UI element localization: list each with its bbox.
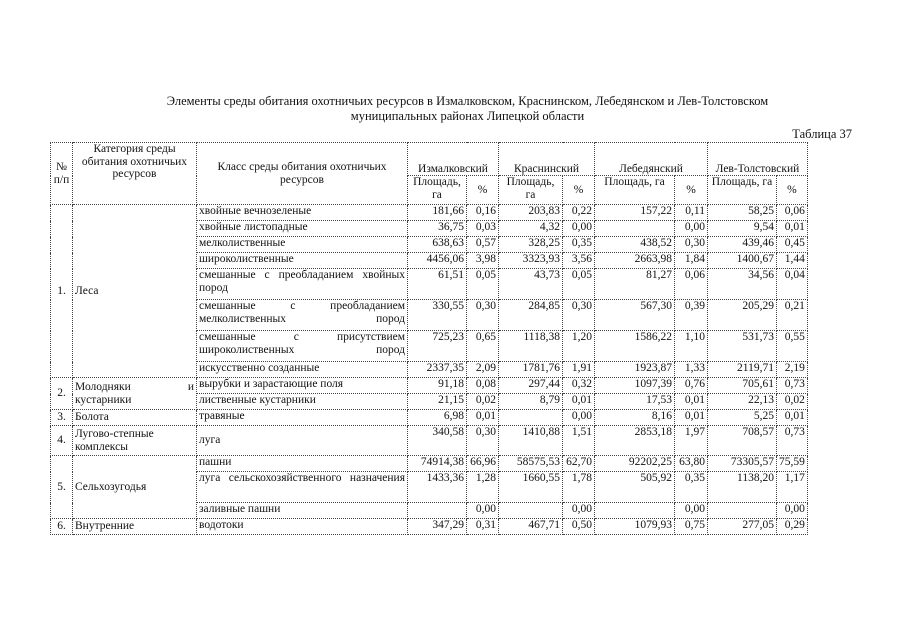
area-cell: 5,25 bbox=[708, 410, 777, 426]
area-cell: 43,73 bbox=[499, 269, 563, 300]
area-cell: 2337,35 bbox=[408, 362, 467, 378]
document-title bbox=[95, 94, 840, 124]
percent-cell: 2,19 bbox=[777, 362, 808, 378]
category-cell: Леса bbox=[73, 205, 197, 378]
table-body bbox=[51, 143, 808, 535]
header-category: Категория среды обитания охотничьих ресурсов bbox=[73, 143, 197, 205]
area-cell: 17,53 bbox=[595, 394, 675, 410]
percent-cell: 0,05 bbox=[467, 269, 499, 300]
percent-cell: 1,84 bbox=[675, 253, 708, 269]
class-cell: смешанные с преобладанием мелколиственных пород bbox=[197, 300, 408, 331]
class-cell: мелколиственные bbox=[197, 237, 408, 253]
class-cell: луга bbox=[197, 426, 408, 456]
area-cell: 92202,25 bbox=[595, 456, 675, 472]
percent-cell: 0,01 bbox=[467, 410, 499, 426]
header-district-1: Измалковский bbox=[408, 143, 499, 176]
row-number: 1. bbox=[51, 205, 73, 378]
area-cell bbox=[499, 503, 563, 519]
area-cell: 1097,39 bbox=[595, 378, 675, 394]
header-pct-4: % bbox=[777, 176, 808, 205]
area-cell: 2853,18 bbox=[595, 426, 675, 456]
area-cell: 1079,93 bbox=[595, 519, 675, 535]
percent-cell: 0,00 bbox=[777, 503, 808, 519]
area-cell: 1433,36 bbox=[408, 472, 467, 503]
class-cell: искусственно созданные bbox=[197, 362, 408, 378]
percent-cell: 0,21 bbox=[777, 300, 808, 331]
area-cell: 2663,98 bbox=[595, 253, 675, 269]
area-cell: 1923,87 bbox=[595, 362, 675, 378]
percent-cell: 0,16 bbox=[467, 205, 499, 221]
area-cell: 1118,38 bbox=[499, 331, 563, 362]
percent-cell: 0,03 bbox=[467, 221, 499, 237]
percent-cell: 0,00 bbox=[675, 221, 708, 237]
area-cell: 3323,93 bbox=[499, 253, 563, 269]
percent-cell: 75,59 bbox=[777, 456, 808, 472]
class-cell: смешанные с присутствием широколиственных пород bbox=[197, 331, 408, 362]
area-cell: 467,71 bbox=[499, 519, 563, 535]
header-class: Класс среды обитания охотничьих ресурсов bbox=[197, 143, 408, 205]
area-cell: 531,73 bbox=[708, 331, 777, 362]
header-district-2: Краснинский bbox=[499, 143, 595, 176]
percent-cell: 0,29 bbox=[777, 519, 808, 535]
area-cell: 1410,88 bbox=[499, 426, 563, 456]
area-cell: 1400,67 bbox=[708, 253, 777, 269]
table-row bbox=[51, 519, 808, 535]
percent-cell: 0,76 bbox=[675, 378, 708, 394]
area-cell: 181,66 bbox=[408, 205, 467, 221]
percent-cell: 0,01 bbox=[675, 410, 708, 426]
percent-cell: 62,70 bbox=[563, 456, 595, 472]
category-cell: Молодняки и кустарники bbox=[73, 378, 197, 410]
header-district-4: Лев-Толстовский bbox=[708, 143, 808, 176]
area-cell: 705,61 bbox=[708, 378, 777, 394]
percent-cell: 66,96 bbox=[467, 456, 499, 472]
area-cell: 4,32 bbox=[499, 221, 563, 237]
area-cell: 61,51 bbox=[408, 269, 467, 300]
percent-cell: 0,00 bbox=[563, 221, 595, 237]
percent-cell: 1,51 bbox=[563, 426, 595, 456]
percent-cell: 1,44 bbox=[777, 253, 808, 269]
area-cell: 73305,57 bbox=[708, 456, 777, 472]
area-cell: 203,83 bbox=[499, 205, 563, 221]
header-district-3: Лебедянский bbox=[595, 143, 708, 176]
percent-cell: 0,35 bbox=[675, 472, 708, 503]
class-cell: смешанные с преобладанием хвойных пород bbox=[197, 269, 408, 300]
area-cell: 8,79 bbox=[499, 394, 563, 410]
percent-cell: 1,91 bbox=[563, 362, 595, 378]
class-cell: травяные bbox=[197, 410, 408, 426]
area-cell: 9,54 bbox=[708, 221, 777, 237]
area-cell: 74914,38 bbox=[408, 456, 467, 472]
table-row bbox=[51, 426, 808, 456]
title-line-1: Элементы среды обитания охотничьих ресурсов в Измалковском, Краснинском, Лебедянском и Лев-Толстовском bbox=[166, 94, 769, 108]
percent-cell: 0,01 bbox=[777, 221, 808, 237]
class-cell: заливные пашни bbox=[197, 503, 408, 519]
percent-cell: 0,57 bbox=[467, 237, 499, 253]
area-cell: 34,56 bbox=[708, 269, 777, 300]
area-cell: 328,25 bbox=[499, 237, 563, 253]
area-cell: 81,27 bbox=[595, 269, 675, 300]
table-row bbox=[51, 378, 808, 394]
area-cell: 1781,76 bbox=[499, 362, 563, 378]
percent-cell: 1,10 bbox=[675, 331, 708, 362]
percent-cell: 0,05 bbox=[563, 269, 595, 300]
percent-cell: 0,02 bbox=[467, 394, 499, 410]
percent-cell: 1,28 bbox=[467, 472, 499, 503]
class-cell: хвойные вечнозеленые bbox=[197, 205, 408, 221]
header-area-1: Площадь, га bbox=[408, 176, 467, 205]
area-cell bbox=[408, 503, 467, 519]
area-cell: 438,52 bbox=[595, 237, 675, 253]
area-cell: 4456,06 bbox=[408, 253, 467, 269]
percent-cell: 0,35 bbox=[563, 237, 595, 253]
row-number: 3. bbox=[51, 410, 73, 426]
table-row bbox=[51, 410, 808, 426]
table-row bbox=[51, 205, 808, 221]
area-cell: 205,29 bbox=[708, 300, 777, 331]
header-pct-2: % bbox=[563, 176, 595, 205]
percent-cell: 1,17 bbox=[777, 472, 808, 503]
area-cell: 725,23 bbox=[408, 331, 467, 362]
percent-cell: 0,30 bbox=[675, 237, 708, 253]
area-cell: 347,29 bbox=[408, 519, 467, 535]
area-cell: 284,85 bbox=[499, 300, 563, 331]
percent-cell: 0,30 bbox=[563, 300, 595, 331]
percent-cell: 0,73 bbox=[777, 426, 808, 456]
area-cell: 567,30 bbox=[595, 300, 675, 331]
percent-cell: 1,20 bbox=[563, 331, 595, 362]
percent-cell: 1,78 bbox=[563, 472, 595, 503]
row-number: 5. bbox=[51, 456, 73, 519]
area-cell: 157,22 bbox=[595, 205, 675, 221]
area-cell: 2119,71 bbox=[708, 362, 777, 378]
category-cell: Внутренние bbox=[73, 519, 197, 535]
area-cell: 6,98 bbox=[408, 410, 467, 426]
class-cell: водотоки bbox=[197, 519, 408, 535]
percent-cell: 0,45 bbox=[777, 237, 808, 253]
percent-cell: 0,00 bbox=[563, 410, 595, 426]
header-pct-1: % bbox=[467, 176, 499, 205]
percent-cell: 1,33 bbox=[675, 362, 708, 378]
percent-cell: 3,56 bbox=[563, 253, 595, 269]
percent-cell: 0,32 bbox=[563, 378, 595, 394]
row-number: 6. bbox=[51, 519, 73, 535]
percent-cell: 0,55 bbox=[777, 331, 808, 362]
area-cell: 1138,20 bbox=[708, 472, 777, 503]
area-cell: 91,18 bbox=[408, 378, 467, 394]
percent-cell: 0,01 bbox=[675, 394, 708, 410]
area-cell: 638,63 bbox=[408, 237, 467, 253]
percent-cell: 0,65 bbox=[467, 331, 499, 362]
percent-cell: 0,04 bbox=[777, 269, 808, 300]
percent-cell: 0,01 bbox=[777, 410, 808, 426]
habitat-table bbox=[50, 142, 808, 535]
header-pct-3: % bbox=[675, 176, 708, 205]
area-cell: 340,58 bbox=[408, 426, 467, 456]
title-line-2: муниципальных районах Липецкой области bbox=[350, 109, 585, 123]
percent-cell: 0,50 bbox=[563, 519, 595, 535]
percent-cell: 0,30 bbox=[467, 300, 499, 331]
percent-cell: 0,08 bbox=[467, 378, 499, 394]
area-cell: 58,25 bbox=[708, 205, 777, 221]
percent-cell: 0,00 bbox=[467, 503, 499, 519]
area-cell bbox=[595, 221, 675, 237]
percent-cell: 1,97 bbox=[675, 426, 708, 456]
percent-cell: 0,02 bbox=[777, 394, 808, 410]
table-label: Таблица 37 bbox=[792, 127, 852, 141]
area-cell bbox=[499, 410, 563, 426]
percent-cell: 3,98 bbox=[467, 253, 499, 269]
header-num: № п/п bbox=[51, 143, 73, 205]
percent-cell: 2,09 bbox=[467, 362, 499, 378]
class-cell: пашни bbox=[197, 456, 408, 472]
percent-cell: 0,06 bbox=[777, 205, 808, 221]
area-cell: 21,15 bbox=[408, 394, 467, 410]
area-cell: 1586,22 bbox=[595, 331, 675, 362]
percent-cell: 0,30 bbox=[467, 426, 499, 456]
area-cell bbox=[595, 503, 675, 519]
class-cell: широколиственные bbox=[197, 253, 408, 269]
row-number: 4. bbox=[51, 426, 73, 456]
class-cell: хвойные листопадные bbox=[197, 221, 408, 237]
percent-cell: 0,11 bbox=[675, 205, 708, 221]
area-cell bbox=[708, 503, 777, 519]
percent-cell: 0,06 bbox=[675, 269, 708, 300]
area-cell: 58575,53 bbox=[499, 456, 563, 472]
area-cell: 22,13 bbox=[708, 394, 777, 410]
percent-cell: 0,73 bbox=[777, 378, 808, 394]
area-cell: 1660,55 bbox=[499, 472, 563, 503]
row-number: 2. bbox=[51, 378, 73, 410]
area-cell: 297,44 bbox=[499, 378, 563, 394]
header-area-2: Площадь, га bbox=[499, 176, 563, 205]
header-area-3: Площадь, га bbox=[595, 176, 675, 205]
table-row bbox=[51, 456, 808, 472]
area-cell: 36,75 bbox=[408, 221, 467, 237]
category-cell: Болота bbox=[73, 410, 197, 426]
area-cell: 330,55 bbox=[408, 300, 467, 331]
area-cell: 708,57 bbox=[708, 426, 777, 456]
class-cell: луга сельскохозяйственного назначения bbox=[197, 472, 408, 503]
area-cell: 439,46 bbox=[708, 237, 777, 253]
class-cell: вырубки и зарастающие поля bbox=[197, 378, 408, 394]
area-cell: 277,05 bbox=[708, 519, 777, 535]
percent-cell: 0,22 bbox=[563, 205, 595, 221]
percent-cell: 0,31 bbox=[467, 519, 499, 535]
area-cell: 8,16 bbox=[595, 410, 675, 426]
category-cell: Лугово-степные комплексы bbox=[73, 426, 197, 456]
percent-cell: 0,00 bbox=[563, 503, 595, 519]
percent-cell: 0,39 bbox=[675, 300, 708, 331]
header-area-4: Площадь, га bbox=[708, 176, 777, 205]
percent-cell: 63,80 bbox=[675, 456, 708, 472]
percent-cell: 0,01 bbox=[563, 394, 595, 410]
percent-cell: 0,75 bbox=[675, 519, 708, 535]
percent-cell: 0,00 bbox=[675, 503, 708, 519]
class-cell: лиственные кустарники bbox=[197, 394, 408, 410]
category-cell: Сельхозугодья bbox=[73, 456, 197, 519]
area-cell: 505,92 bbox=[595, 472, 675, 503]
